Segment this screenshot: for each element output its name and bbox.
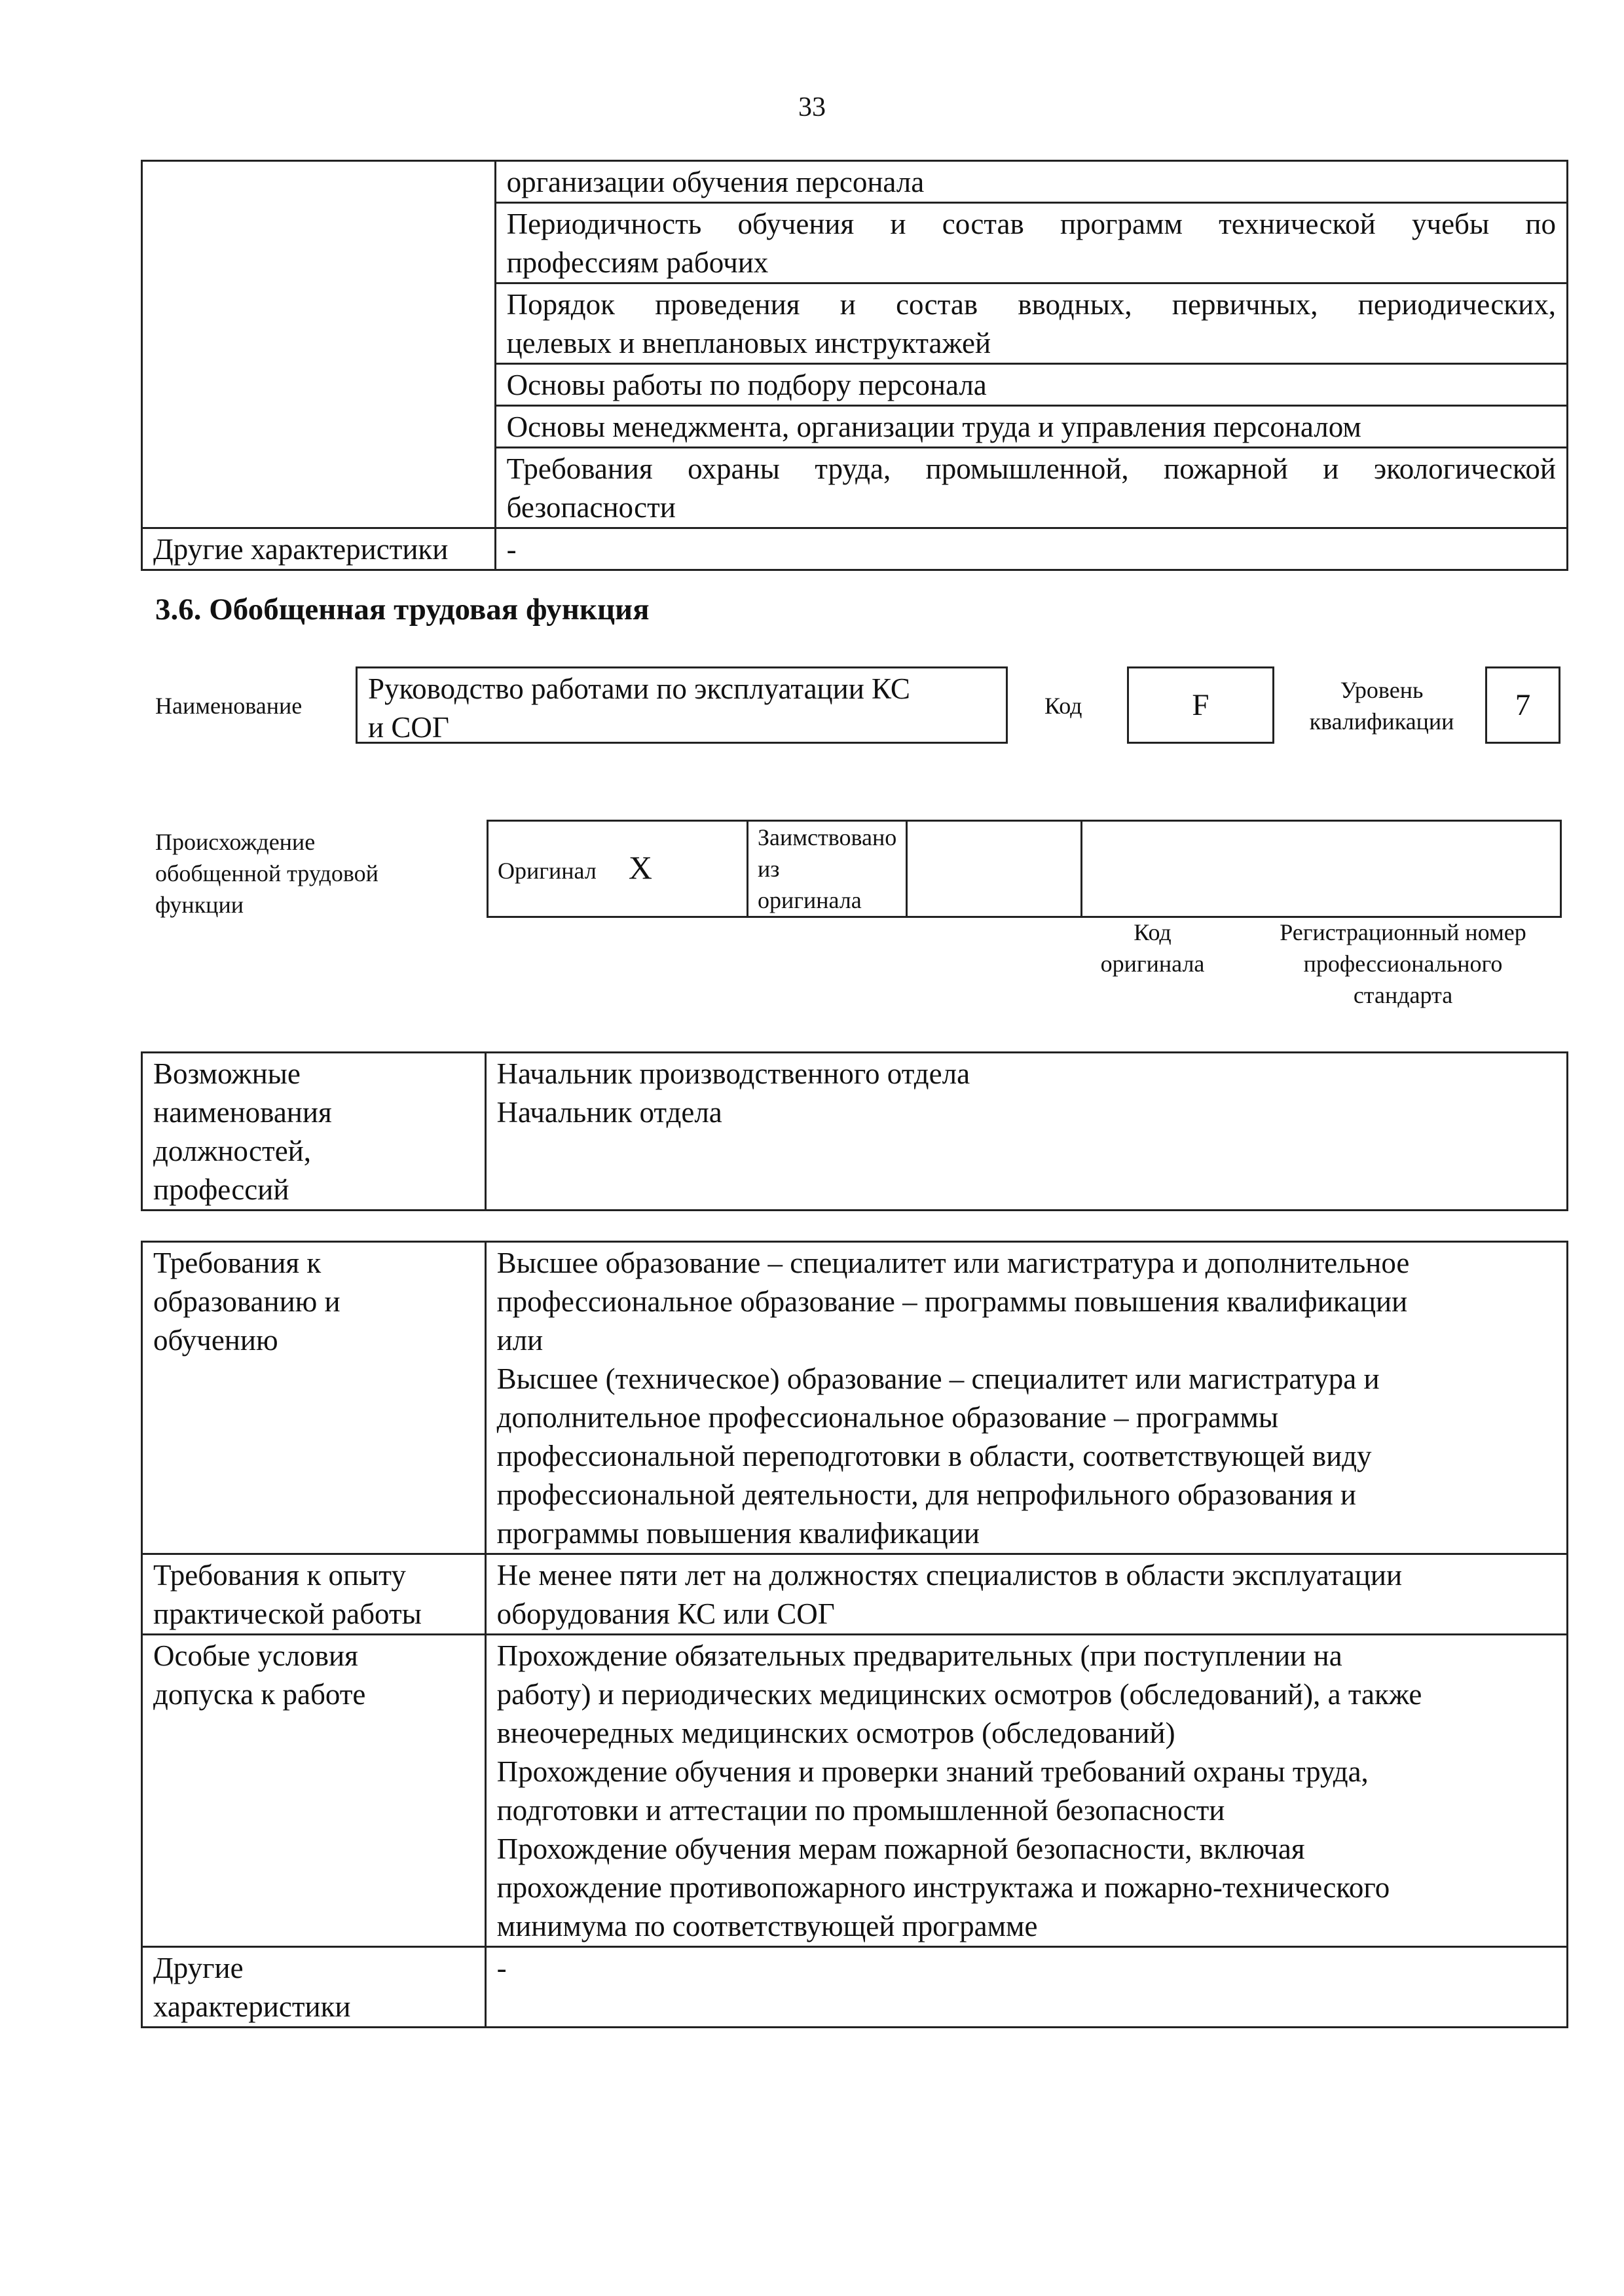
other-characteristics-label: Другие характеристики	[142, 528, 496, 570]
other-characteristics-value: -	[485, 1947, 1567, 2028]
original-label: Оригинал	[498, 857, 597, 884]
empty-label-cell	[142, 161, 496, 528]
registration-number-caption: Регистрационный номер профессионального стандарта	[1280, 919, 1526, 1008]
registration-number-cell	[1081, 821, 1560, 917]
origin-table	[487, 820, 1562, 918]
knowledge-item: Периодичность обучения и состав программ технической учебы по профессиям рабочих	[495, 203, 1567, 283]
original-mark: X	[628, 848, 652, 886]
origin-label: Происхождение обобщенной трудовой функции	[155, 829, 378, 918]
continuation-table	[141, 160, 1568, 571]
knowledge-item: Основы работы по подбору персонала	[495, 364, 1567, 406]
education-value: Высшее образование – специалитет или магистратура и дополнительное профессиональное образование – программы повышения квалификации или Высшее (техническое) образование – специалитет или магистратура и дополнительное профессиональное образование – программы профессиональной переподготовки в области, соответствующей виду профессиональной деятельности, для непрофильного образования и программы повышения квалификации	[485, 1242, 1567, 1554]
knowledge-item: организации обучения персонала	[495, 161, 1567, 203]
requirements-table	[141, 1241, 1568, 2028]
other-characteristics-value: -	[495, 528, 1567, 570]
other-characteristics-label: Другие характеристики	[142, 1947, 486, 2028]
name-label: Наименование	[155, 693, 303, 719]
knowledge-item: Основы менеджмента, организации труда и управления персоналом	[495, 406, 1567, 448]
experience-value: Не менее пяти лет на должностях специалистов в области эксплуатации оборудования КС или СОГ	[485, 1554, 1567, 1635]
code-label: Код	[1044, 693, 1082, 719]
level-label: Уровень квалификации	[1309, 677, 1454, 735]
admission-conditions-value: Прохождение обязательных предварительных (при поступлении на работу) и периодических медицинских осмотров (обследований), а также внеочередных медицинских осмотров (обследований) Прохождение обучения и проверки знаний требований охраны труда, подготовки и аттестации по промышленной безопасности Прохождение обучения мерам пожарной безопасности, включая прохождение противопожарного инструктажа и пожарно-технического минимума по соответствующей программе	[485, 1635, 1567, 1947]
positions-label: Возможные наименования должностей, профессий	[142, 1053, 486, 1211]
admission-conditions-label: Особые условия допуска к работе	[142, 1635, 486, 1947]
knowledge-item: Требования охраны труда, промышленной, пожарной и экологической безопасности	[495, 448, 1567, 528]
page-number: 33	[798, 92, 826, 122]
original-code-caption: Код оригинала	[1100, 919, 1205, 977]
positions-values: Начальник производственного отдела Начальник отдела	[485, 1053, 1567, 1211]
borrowed-cell: Заимствовано из оригинала	[747, 821, 906, 917]
knowledge-item: Порядок проведения и состав вводных, первичных, периодических, целевых и внеплановых инструктажей	[495, 283, 1567, 364]
level-value: 7	[1485, 666, 1560, 744]
section-title: 3.6. Обобщенная трудовая функция	[155, 592, 650, 627]
experience-label: Требования к опыту практической работы	[142, 1554, 486, 1635]
education-label: Требования к образованию и обучению	[142, 1242, 486, 1554]
code-value: F	[1127, 666, 1274, 744]
original-cell	[488, 821, 748, 917]
function-name-box: Руководство работами по эксплуатации КС и СОГ	[356, 666, 1008, 744]
positions-table	[141, 1051, 1568, 1211]
original-code-cell	[907, 821, 1082, 917]
